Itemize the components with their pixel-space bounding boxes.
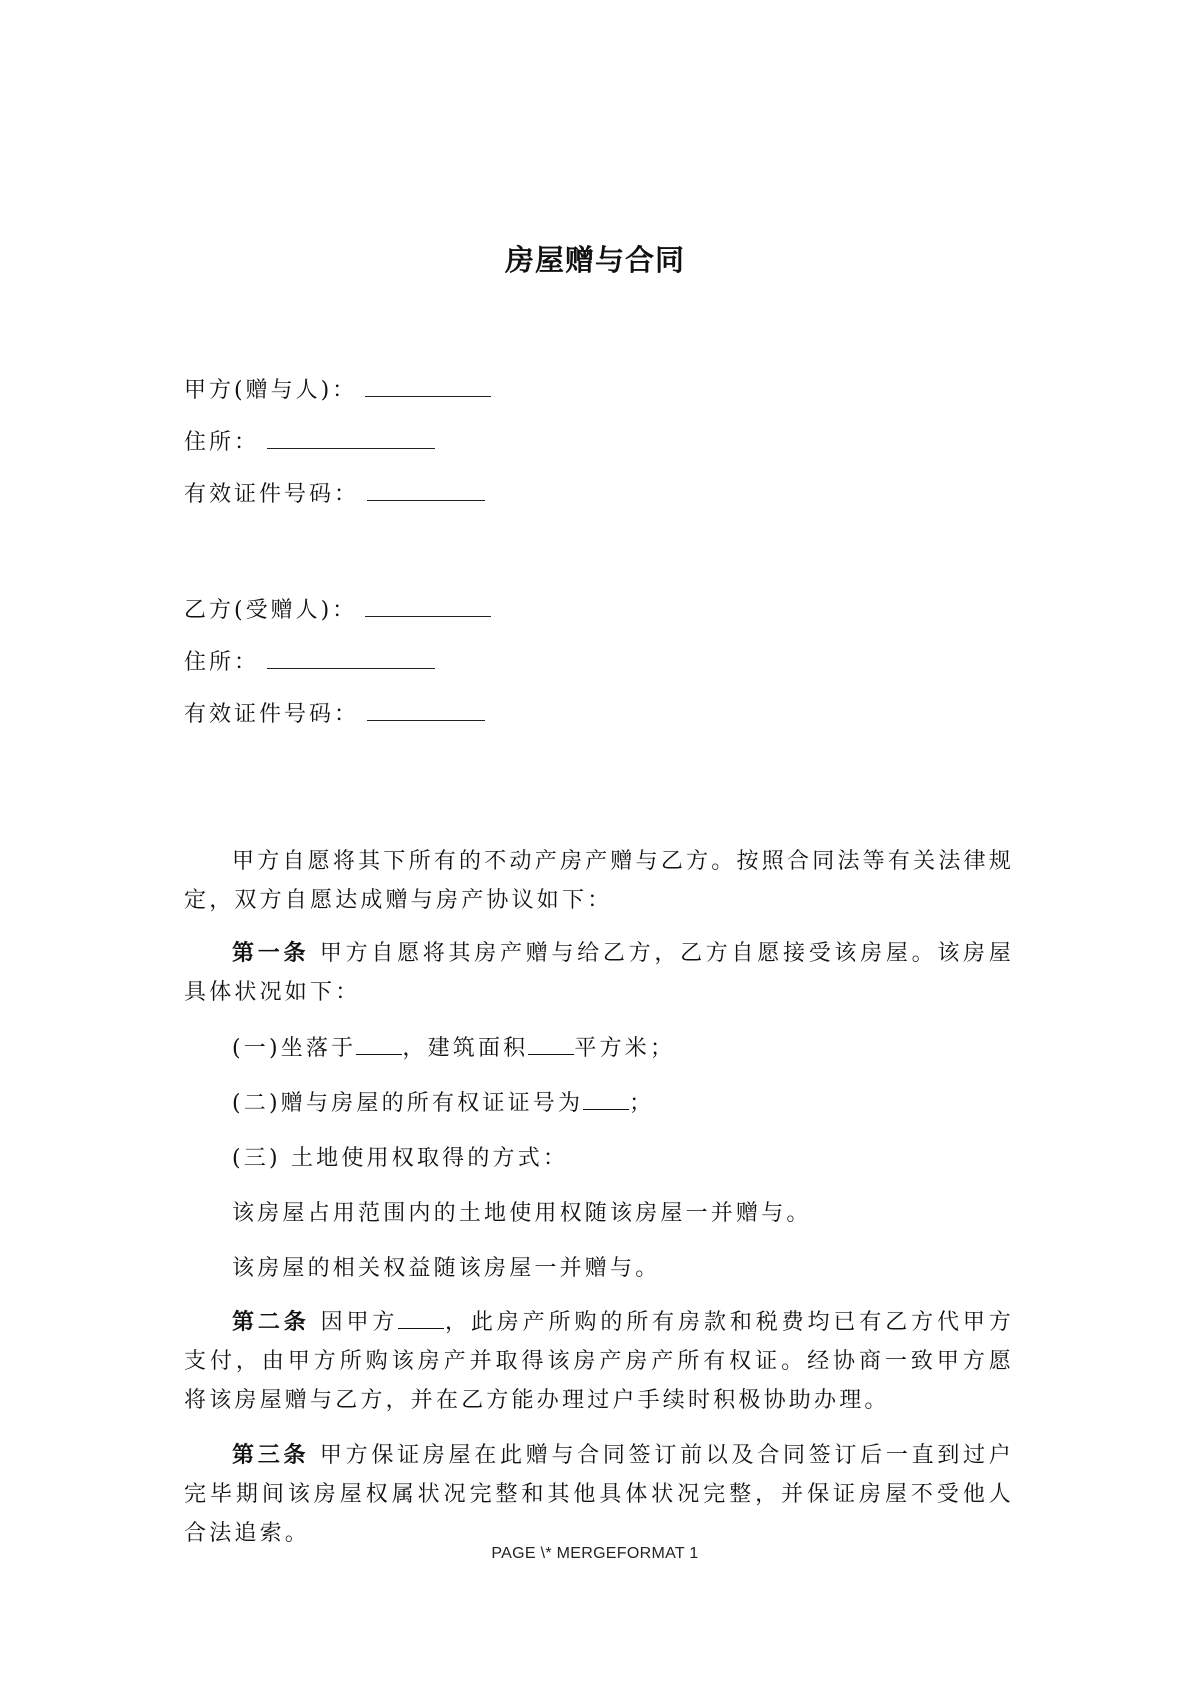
party-b-id-line — [184, 698, 485, 730]
party-b-name-line — [184, 594, 491, 626]
article-2-text-b: ，此房产所购的所有房款和税费均已有乙方代甲方支付，由甲方所购该房产并取得该房产房产所有权证。经协商一致甲方愿将该房屋赠与乙方，并在乙方能办理过户手续时积极协助办理。 — [184, 1310, 1014, 1413]
article-1-heading: 第一条 — [232, 940, 310, 966]
item-1-part-a: (一)坐落于 — [232, 1036, 357, 1061]
article-3-paragraph — [184, 1436, 1014, 1553]
party-a-address-line — [184, 426, 435, 458]
article-3-text: 甲方保证房屋在此赠与合同签订前以及合同签订后一直到过户完毕期间该房屋权属状况完整和其他具体状况完整，并保证房屋不受他人合法追索。 — [184, 1443, 1014, 1546]
article-2-text-a: 因甲方 — [309, 1310, 399, 1335]
party-a-id-line — [184, 478, 485, 510]
article-1-line-4: 该房屋占用范围内的土地使用权随该房屋一并赠与。 — [232, 1201, 812, 1226]
party-a-name-line — [184, 374, 491, 406]
party-a-name-label: 甲方(赠与人)： — [184, 378, 358, 403]
location-blank — [356, 1034, 402, 1055]
article-3-heading: 第三条 — [232, 1442, 310, 1468]
party-b-address-line — [184, 646, 435, 678]
article-1-item-1 — [232, 1029, 1012, 1068]
party-b-name-blank — [365, 594, 491, 617]
article-1-item-2 — [232, 1084, 1012, 1123]
article-1-line-5: 该房屋的相关权益随该房屋一并赠与。 — [232, 1256, 661, 1281]
document-title: 房屋赠与合同 — [504, 243, 685, 277]
certificate-number-blank — [583, 1089, 629, 1110]
party-b-address-label: 住所： — [184, 650, 260, 675]
party-b-name-label: 乙方(受赠人)： — [184, 598, 358, 623]
party-a-id-label: 有效证件号码： — [184, 482, 360, 507]
party-a-address-label: 住所： — [184, 430, 260, 455]
item-1-part-c: 平方米； — [574, 1036, 676, 1061]
item-2-part-b: ； — [629, 1091, 655, 1116]
article-1-paragraph — [184, 934, 1014, 1012]
party-b-id-blank — [367, 698, 485, 721]
party-b-id-label: 有效证件号码： — [184, 702, 360, 727]
article-2-heading: 第二条 — [232, 1309, 310, 1335]
article-2-paragraph — [184, 1303, 1014, 1420]
item-1-part-b: ，建筑面积 — [402, 1036, 529, 1061]
party-a-name-blank — [365, 374, 491, 397]
party-a-id-blank — [367, 478, 485, 501]
article-1-item-3: (三) 土地使用权取得的方式： — [232, 1146, 569, 1171]
party-a-address-blank — [267, 426, 435, 449]
area-blank — [528, 1034, 574, 1055]
item-2-part-a: (二)赠与房屋的所有权证证号为 — [232, 1091, 584, 1116]
intro-paragraph: 甲方自愿将其下所有的不动产房产赠与乙方。按照合同法等有关法律规定，双方自愿达成赠与房产协议如下： — [184, 849, 1014, 913]
article-1-text: 甲方自愿将其房产赠与给乙方，乙方自愿接受该房屋。该房屋具体状况如下： — [184, 941, 1014, 1005]
reason-blank — [398, 1308, 444, 1329]
page-footer: PAGE \* MERGEFORMAT 1 — [491, 1545, 699, 1562]
party-b-address-blank — [267, 646, 435, 669]
